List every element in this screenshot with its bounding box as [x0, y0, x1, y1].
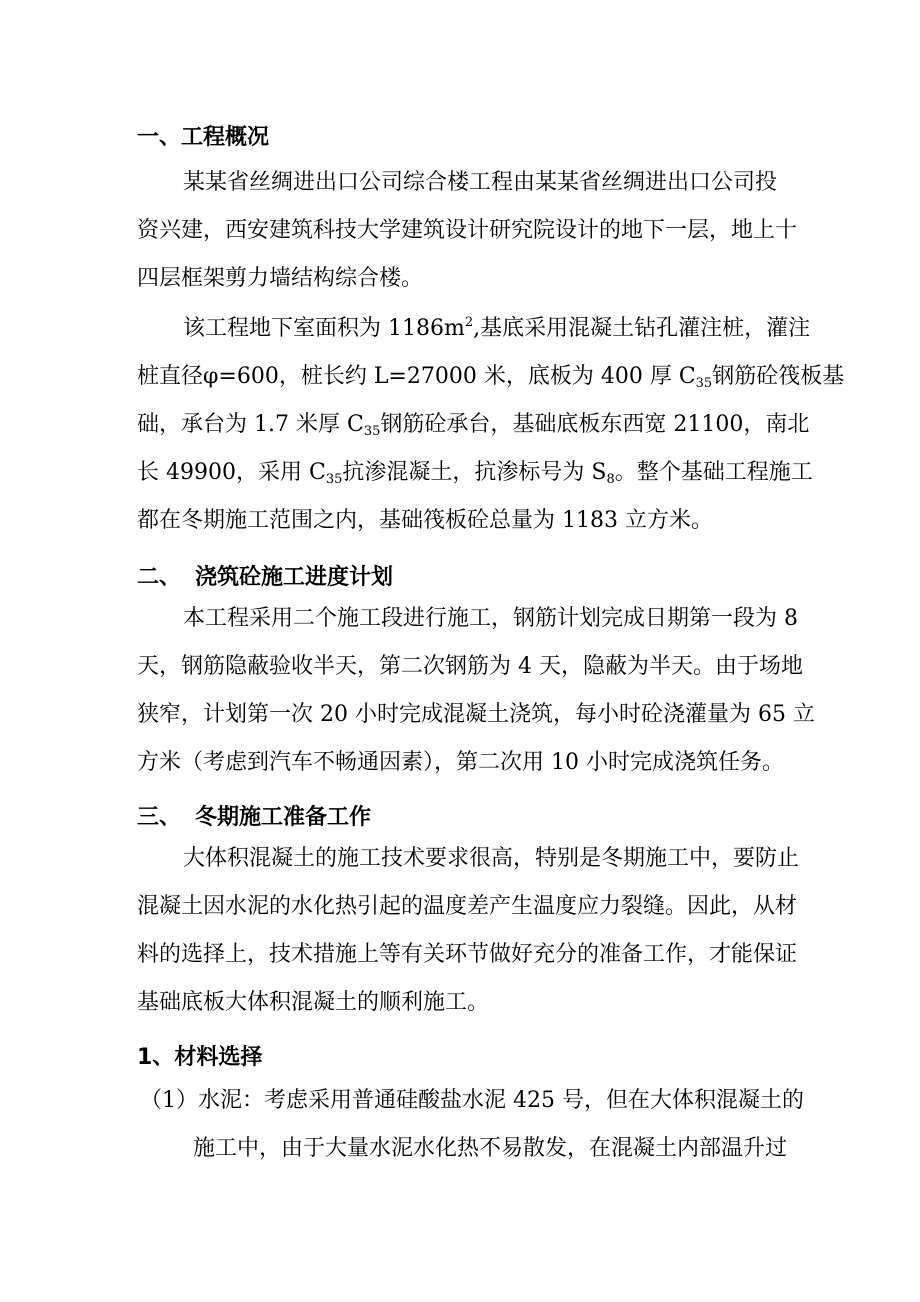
- s1-p1-line-1: 某某省丝绸进出口公司综合楼工程由某某省丝绸进出口公司投: [183, 170, 778, 195]
- item-1-line-1: （1）水泥：考虑采用普通硅酸盐水泥 425 号，但在大体积混凝土的: [140, 1088, 804, 1113]
- s2-line-4: 方米（考虑到汽车不畅通因素），第二次用 10 小时完成浇筑任务。: [137, 750, 784, 775]
- section-3-heading: 三、 冬期施工准备工作: [137, 805, 372, 830]
- s1-p2-line-3: 础，承台为 1.7 米厚 $C_{35}$钢筋砼承台，基础底板东西宽 21100，南北: [137, 412, 810, 439]
- subsection-1-heading: 1、材料选择: [137, 1045, 263, 1070]
- s2-line-2: 天，钢筋隐蔽验收半天，第二次钢筋为 4 天，隐蔽为半天。由于场地: [137, 654, 803, 679]
- s3-line-3: 料的选择上，技术措施上等有关环节做好充分的准备工作，才能保证: [137, 942, 798, 967]
- s1-p2-line-2: 桩直径φ=600，桩长约 L=27000 米，底板为 400 厚 $C_{35}$钢筋砼筏板基: [137, 364, 845, 391]
- section-2-heading: 二、 浇筑砼施工进度计划: [137, 565, 394, 590]
- s1-p1-line-2: 资兴建，西安建筑科技大学建筑设计研究院设计的地下一层，地上十: [137, 218, 798, 243]
- s1-p1-line-3: 四层框架剪力墙结构综合楼。: [137, 266, 424, 291]
- section-1-heading: 一、工程概况: [137, 125, 270, 150]
- s3-line-1: 大体积混凝土的施工技术要求很高，特别是冬期施工中，要防止: [183, 846, 800, 871]
- s1-p2-line-4: 长 49900，采用 $C_{35}$抗渗混凝土，抗渗标号为 $S_8$。整个基础工程施工: [137, 460, 813, 487]
- s2-line-1: 本工程采用二个施工段进行施工，钢筋计划完成日期第一段为 8: [183, 606, 798, 631]
- s1-p2-line-5: 都在冬期施工范围之内，基础筏板砼总量为 1183 立方米。: [137, 508, 713, 533]
- s3-line-2: 混凝土因水泥的水化热引起的温度差产生温度应力裂缝。因此，从材: [137, 894, 798, 919]
- s2-line-3: 狭窄，计划第一次 20 小时完成混凝土浇筑，每小时砼浇灌量为 65 立: [137, 702, 815, 727]
- s1-p2-line-1: 该工程地下室面积为 $1186m^2$,基底采用混凝土钻孔灌注桩，灌注: [183, 315, 811, 341]
- s3-line-4: 基础底板大体积混凝土的顺利施工。: [137, 990, 490, 1015]
- item-1-line-2: 施工中，由于大量水泥水化热不易散发，在混凝土内部温升过: [193, 1136, 788, 1161]
